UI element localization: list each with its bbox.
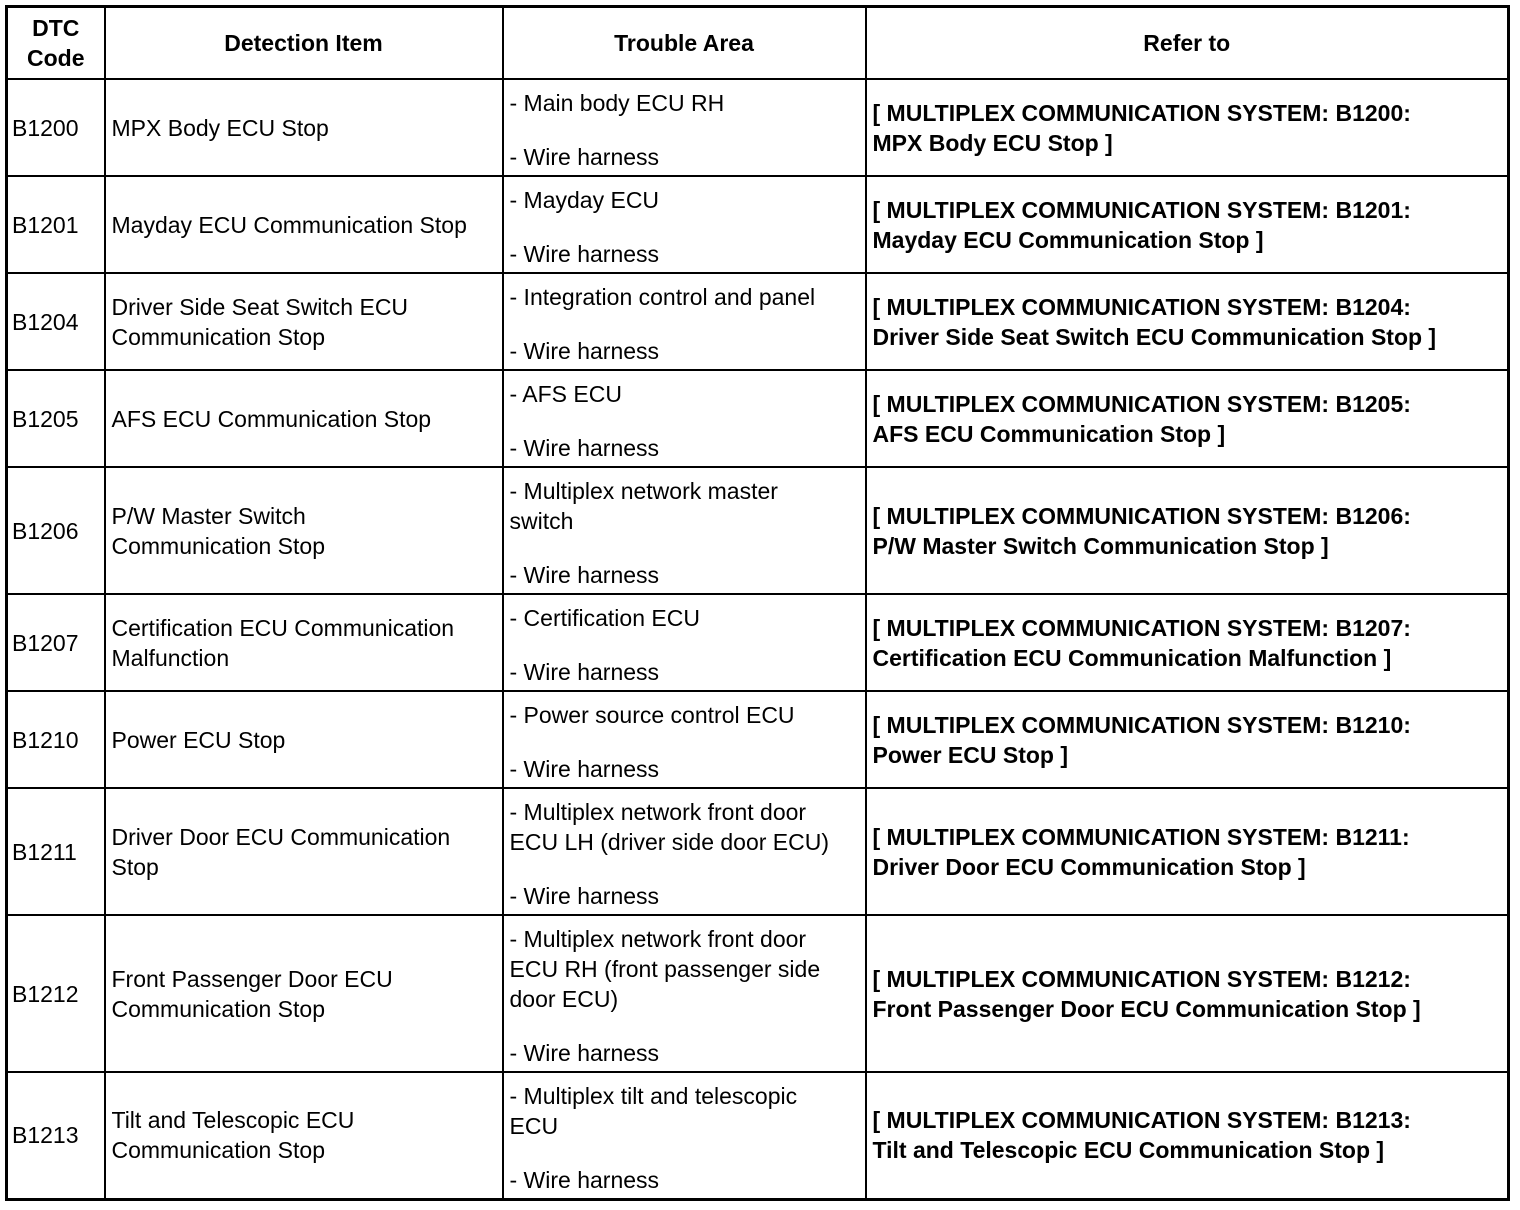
trouble-area-line: - Wire harness (509, 241, 660, 267)
trouble-area-line: - Wire harness (509, 562, 660, 588)
dtc-code-cell: B1206 (7, 467, 105, 594)
refer-to-line: [ MULTIPLEX COMMUNICATION SYSTEM: B1201: (872, 196, 1411, 223)
header-refer-to: Refer to (866, 7, 1509, 80)
dtc-code-cell: B1213 (7, 1072, 105, 1199)
trouble-area-line: door ECU) (509, 986, 619, 1012)
trouble-area-line: - Power source control ECU (509, 702, 795, 728)
detection-item-cell (105, 1072, 503, 1199)
detection-item-line: Communication Stop (111, 995, 325, 1022)
table-row (7, 594, 1509, 691)
trouble-area-spacer (510, 118, 859, 142)
refer-to-line: Front Passenger Door ECU Communication Stop ] (872, 995, 1421, 1022)
refer-to-cell (866, 79, 1509, 176)
trouble-area-cell (503, 788, 866, 915)
dtc-code-cell: B1212 (7, 915, 105, 1072)
trouble-area-line: - Wire harness (509, 756, 660, 782)
detection-item-cell (105, 915, 503, 1072)
refer-to-line: AFS ECU Communication Stop ] (872, 420, 1226, 447)
trouble-area-spacer (510, 312, 859, 336)
refer-to-cell (866, 691, 1509, 788)
trouble-area-cell (503, 370, 866, 467)
header-trouble-area: Trouble Area (503, 7, 866, 80)
trouble-area-line: - AFS ECU (509, 381, 622, 407)
table-row (7, 788, 1509, 915)
table-row (7, 467, 1509, 594)
detection-item-line: Communication Stop (111, 323, 325, 350)
dtc-code-cell: B1204 (7, 273, 105, 370)
table-row (7, 370, 1509, 467)
refer-to-cell (866, 467, 1509, 594)
trouble-area-cell (503, 176, 866, 273)
trouble-area-line: - Wire harness (509, 659, 660, 685)
table-header (7, 7, 1509, 80)
dtc-code-cell: B1205 (7, 370, 105, 467)
detection-item-cell (105, 788, 503, 915)
detection-item-cell (105, 594, 503, 691)
trouble-area-line: - Multiplex network front door (509, 926, 807, 952)
refer-to-cell (866, 594, 1509, 691)
trouble-area-line: ECU LH (driver side door ECU) (509, 829, 830, 855)
trouble-area-line: - Integration control and panel (509, 284, 816, 310)
header-dtc-code-line1: DTC (32, 15, 80, 41)
trouble-area-line: - Multiplex network master (509, 478, 778, 504)
detection-item-cell (105, 467, 503, 594)
trouble-area-line: switch (509, 508, 574, 534)
trouble-area-cell (503, 273, 866, 370)
detection-item-cell (105, 176, 503, 273)
trouble-area-spacer (510, 730, 859, 754)
trouble-area-line: - Wire harness (509, 1167, 660, 1193)
detection-item-line: MPX Body ECU Stop (111, 114, 329, 141)
table-row (7, 691, 1509, 788)
trouble-area-line: - Multiplex network front door (509, 799, 807, 825)
refer-to-cell (866, 1072, 1509, 1199)
trouble-area-line: - Wire harness (509, 1040, 660, 1066)
trouble-area-line: - Mayday ECU (509, 187, 660, 213)
detection-item-line: Communication Stop (111, 532, 325, 559)
detection-item-cell (105, 370, 503, 467)
trouble-area-line: - Wire harness (509, 338, 660, 364)
refer-to-line: [ MULTIPLEX COMMUNICATION SYSTEM: B1200: (872, 99, 1411, 126)
refer-to-line: [ MULTIPLEX COMMUNICATION SYSTEM: B1212: (872, 965, 1411, 992)
dtc-code-cell: B1211 (7, 788, 105, 915)
detection-item-line: Driver Door ECU Communication (111, 823, 451, 850)
refer-to-line: [ MULTIPLEX COMMUNICATION SYSTEM: B1210: (872, 711, 1411, 738)
header-dtc-code-line2: Code (27, 45, 85, 71)
detection-item-line: Power ECU Stop (111, 726, 286, 753)
detection-item-line: Mayday ECU Communication Stop (111, 211, 467, 238)
table-row (7, 176, 1509, 273)
detection-item-line: Driver Side Seat Switch ECU (111, 293, 409, 320)
trouble-area-cell (503, 1072, 866, 1199)
table-row (7, 273, 1509, 370)
refer-to-cell (866, 788, 1509, 915)
header-detection-item: Detection Item (105, 7, 503, 80)
dtc-code-cell: B1201 (7, 176, 105, 273)
trouble-area-cell (503, 79, 866, 176)
refer-to-line: Mayday ECU Communication Stop ] (872, 226, 1264, 253)
trouble-area-spacer (510, 1141, 859, 1165)
refer-to-line: [ MULTIPLEX COMMUNICATION SYSTEM: B1207: (872, 614, 1411, 641)
dtc-code-cell: B1200 (7, 79, 105, 176)
refer-to-line: [ MULTIPLEX COMMUNICATION SYSTEM: B1213: (872, 1107, 1411, 1134)
dtc-code-cell: B1207 (7, 594, 105, 691)
trouble-area-spacer (510, 1014, 859, 1038)
detection-item-line: Front Passenger Door ECU (111, 965, 393, 992)
table-row (7, 79, 1509, 176)
refer-to-cell (866, 915, 1509, 1072)
refer-to-line: [ MULTIPLEX COMMUNICATION SYSTEM: B1205: (872, 390, 1411, 417)
table-body (7, 79, 1509, 1199)
trouble-area-line: - Main body ECU RH (509, 90, 725, 116)
detection-item-line: Communication Stop (111, 1137, 325, 1164)
refer-to-line: Driver Side Seat Switch ECU Communication Stop ] (872, 323, 1437, 350)
refer-to-cell (866, 370, 1509, 467)
header-dtc-code (7, 7, 105, 80)
trouble-area-cell (503, 594, 866, 691)
dtc-table-container (5, 5, 1510, 1201)
detection-item-cell (105, 79, 503, 176)
trouble-area-spacer (510, 633, 859, 657)
trouble-area-line: - Certification ECU (509, 605, 700, 631)
refer-to-line: Tilt and Telescopic ECU Communication Stop ] (872, 1137, 1385, 1164)
detection-item-line: Tilt and Telescopic ECU (111, 1107, 355, 1134)
detection-item-line: Malfunction (111, 644, 230, 671)
trouble-area-line: ECU (509, 1113, 559, 1139)
refer-to-line: Certification ECU Communication Malfunction ] (872, 644, 1392, 671)
table-row (7, 1072, 1509, 1199)
dtc-code-cell: B1210 (7, 691, 105, 788)
trouble-area-line: - Multiplex tilt and telescopic (509, 1083, 798, 1109)
trouble-area-spacer (510, 857, 859, 881)
trouble-area-cell (503, 915, 866, 1072)
trouble-area-line: - Wire harness (509, 883, 660, 909)
refer-to-line: Driver Door ECU Communication Stop ] (872, 853, 1306, 880)
detection-item-line: AFS ECU Communication Stop (111, 405, 432, 432)
refer-to-cell (866, 176, 1509, 273)
refer-to-cell (866, 273, 1509, 370)
trouble-area-line: - Wire harness (509, 435, 660, 461)
refer-to-line: Power ECU Stop ] (872, 741, 1069, 768)
table-row (7, 915, 1509, 1072)
detection-item-cell (105, 273, 503, 370)
detection-item-cell (105, 691, 503, 788)
refer-to-line: P/W Master Switch Communication Stop ] (872, 532, 1329, 559)
trouble-area-spacer (510, 215, 859, 239)
refer-to-line: [ MULTIPLEX COMMUNICATION SYSTEM: B1206: (872, 502, 1411, 529)
dtc-table (5, 5, 1510, 1201)
trouble-area-cell (503, 467, 866, 594)
refer-to-line: [ MULTIPLEX COMMUNICATION SYSTEM: B1211: (872, 823, 1410, 850)
trouble-area-spacer (510, 536, 859, 560)
header-row (7, 7, 1509, 80)
trouble-area-line: ECU RH (front passenger side (509, 956, 821, 982)
trouble-area-cell (503, 691, 866, 788)
refer-to-line: [ MULTIPLEX COMMUNICATION SYSTEM: B1204: (872, 293, 1411, 320)
detection-item-line: Certification ECU Communication (111, 614, 455, 641)
trouble-area-spacer (510, 409, 859, 433)
detection-item-line: Stop (111, 853, 159, 880)
trouble-area-line: - Wire harness (509, 144, 660, 170)
detection-item-line: P/W Master Switch (111, 502, 306, 529)
refer-to-line: MPX Body ECU Stop ] (872, 129, 1113, 156)
